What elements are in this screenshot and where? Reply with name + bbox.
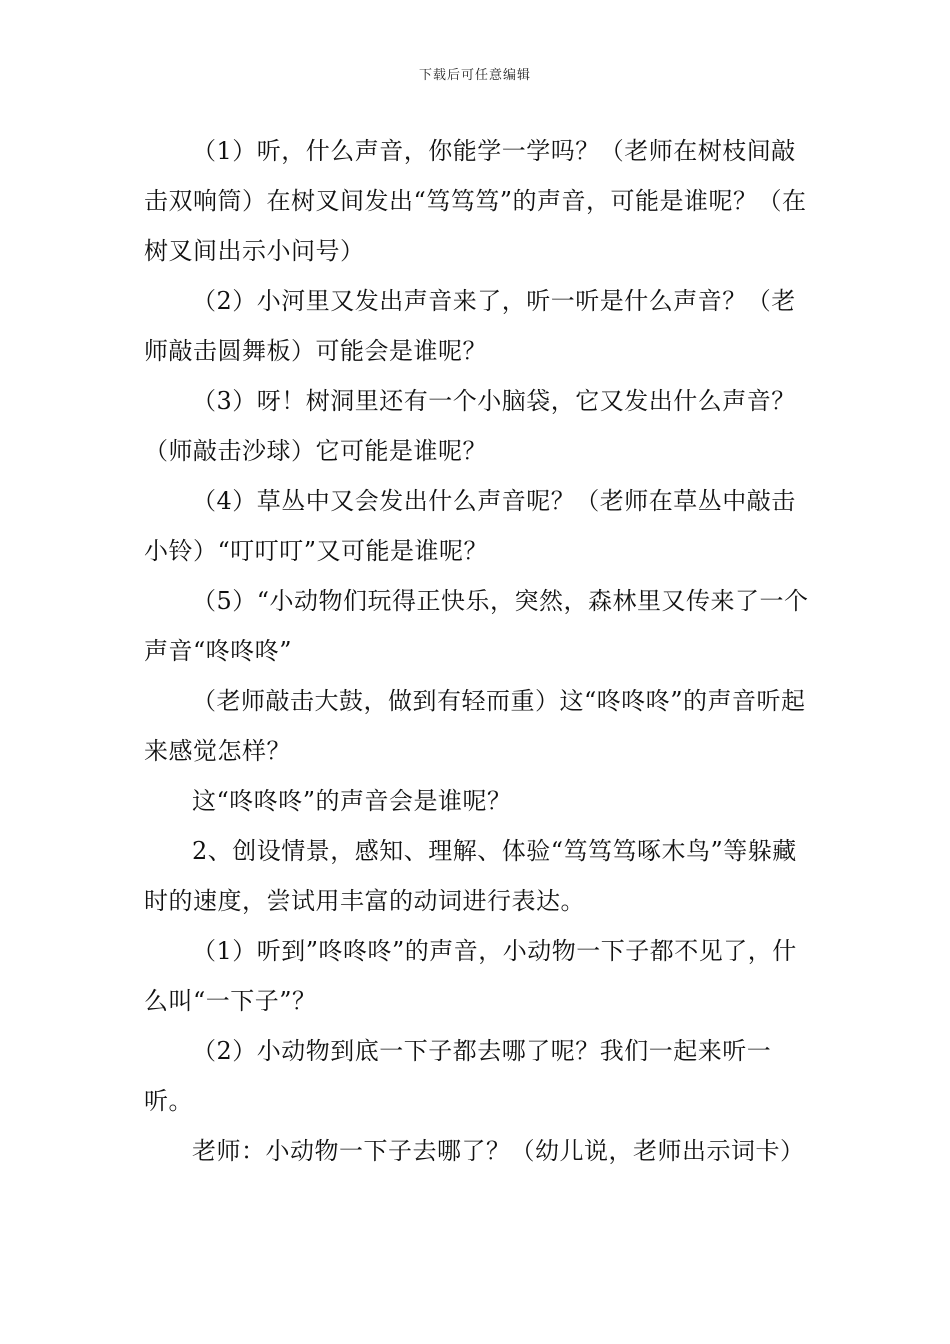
- paragraph: （4）草丛中又会发出什么声音呢？（老师在草丛中敲击小铃）“叮叮叮”又可能是谁呢？: [144, 487, 796, 565]
- paragraph: （1）听到”咚咚咚”的声音，小动物一下子都不见了，什么叫“一下子”？: [144, 937, 797, 1015]
- paragraph: （5）“小动物们玩得正快乐，突然，森林里又传来了一个声音“咚咚咚”: [144, 587, 809, 665]
- paragraph: （2）小动物到底一下子都去哪了呢？我们一起来听一听。: [144, 1037, 772, 1115]
- paragraph: （3）呀！树洞里还有一个小脑袋，它又发出什么声音？（师敲击沙球）它可能是谁呢？: [144, 387, 796, 465]
- paragraph: 老师：小动物一下子去哪了？（幼儿说，老师出示词卡）: [192, 1137, 805, 1165]
- paragraph: 2、创设情景，感知、理解、体验“笃笃笃啄木鸟”等躲藏时的速度，尝试用丰富的动词进行表达。: [144, 837, 797, 915]
- paragraph: （老师敲击大鼓，做到有轻而重）这“咚咚咚”的声音听起来感觉怎样？: [144, 687, 806, 765]
- paragraph: （2）小河里又发出声音来了，听一听是什么声音？（老师敲击圆舞板）可能会是谁呢？: [144, 287, 796, 365]
- paragraph: 这“咚咚咚”的声音会是谁呢？: [192, 787, 512, 815]
- page-header: 下载后可任意编辑: [418, 68, 531, 83]
- paragraph: （1）听，什么声音，你能学一学吗？（老师在树枝间敲击双响筒）在树叉间发出“笃笃笃”的声音，可能是谁呢？（在树叉间出示小问号）: [144, 137, 807, 265]
- document-body: [144, 126, 812, 1176]
